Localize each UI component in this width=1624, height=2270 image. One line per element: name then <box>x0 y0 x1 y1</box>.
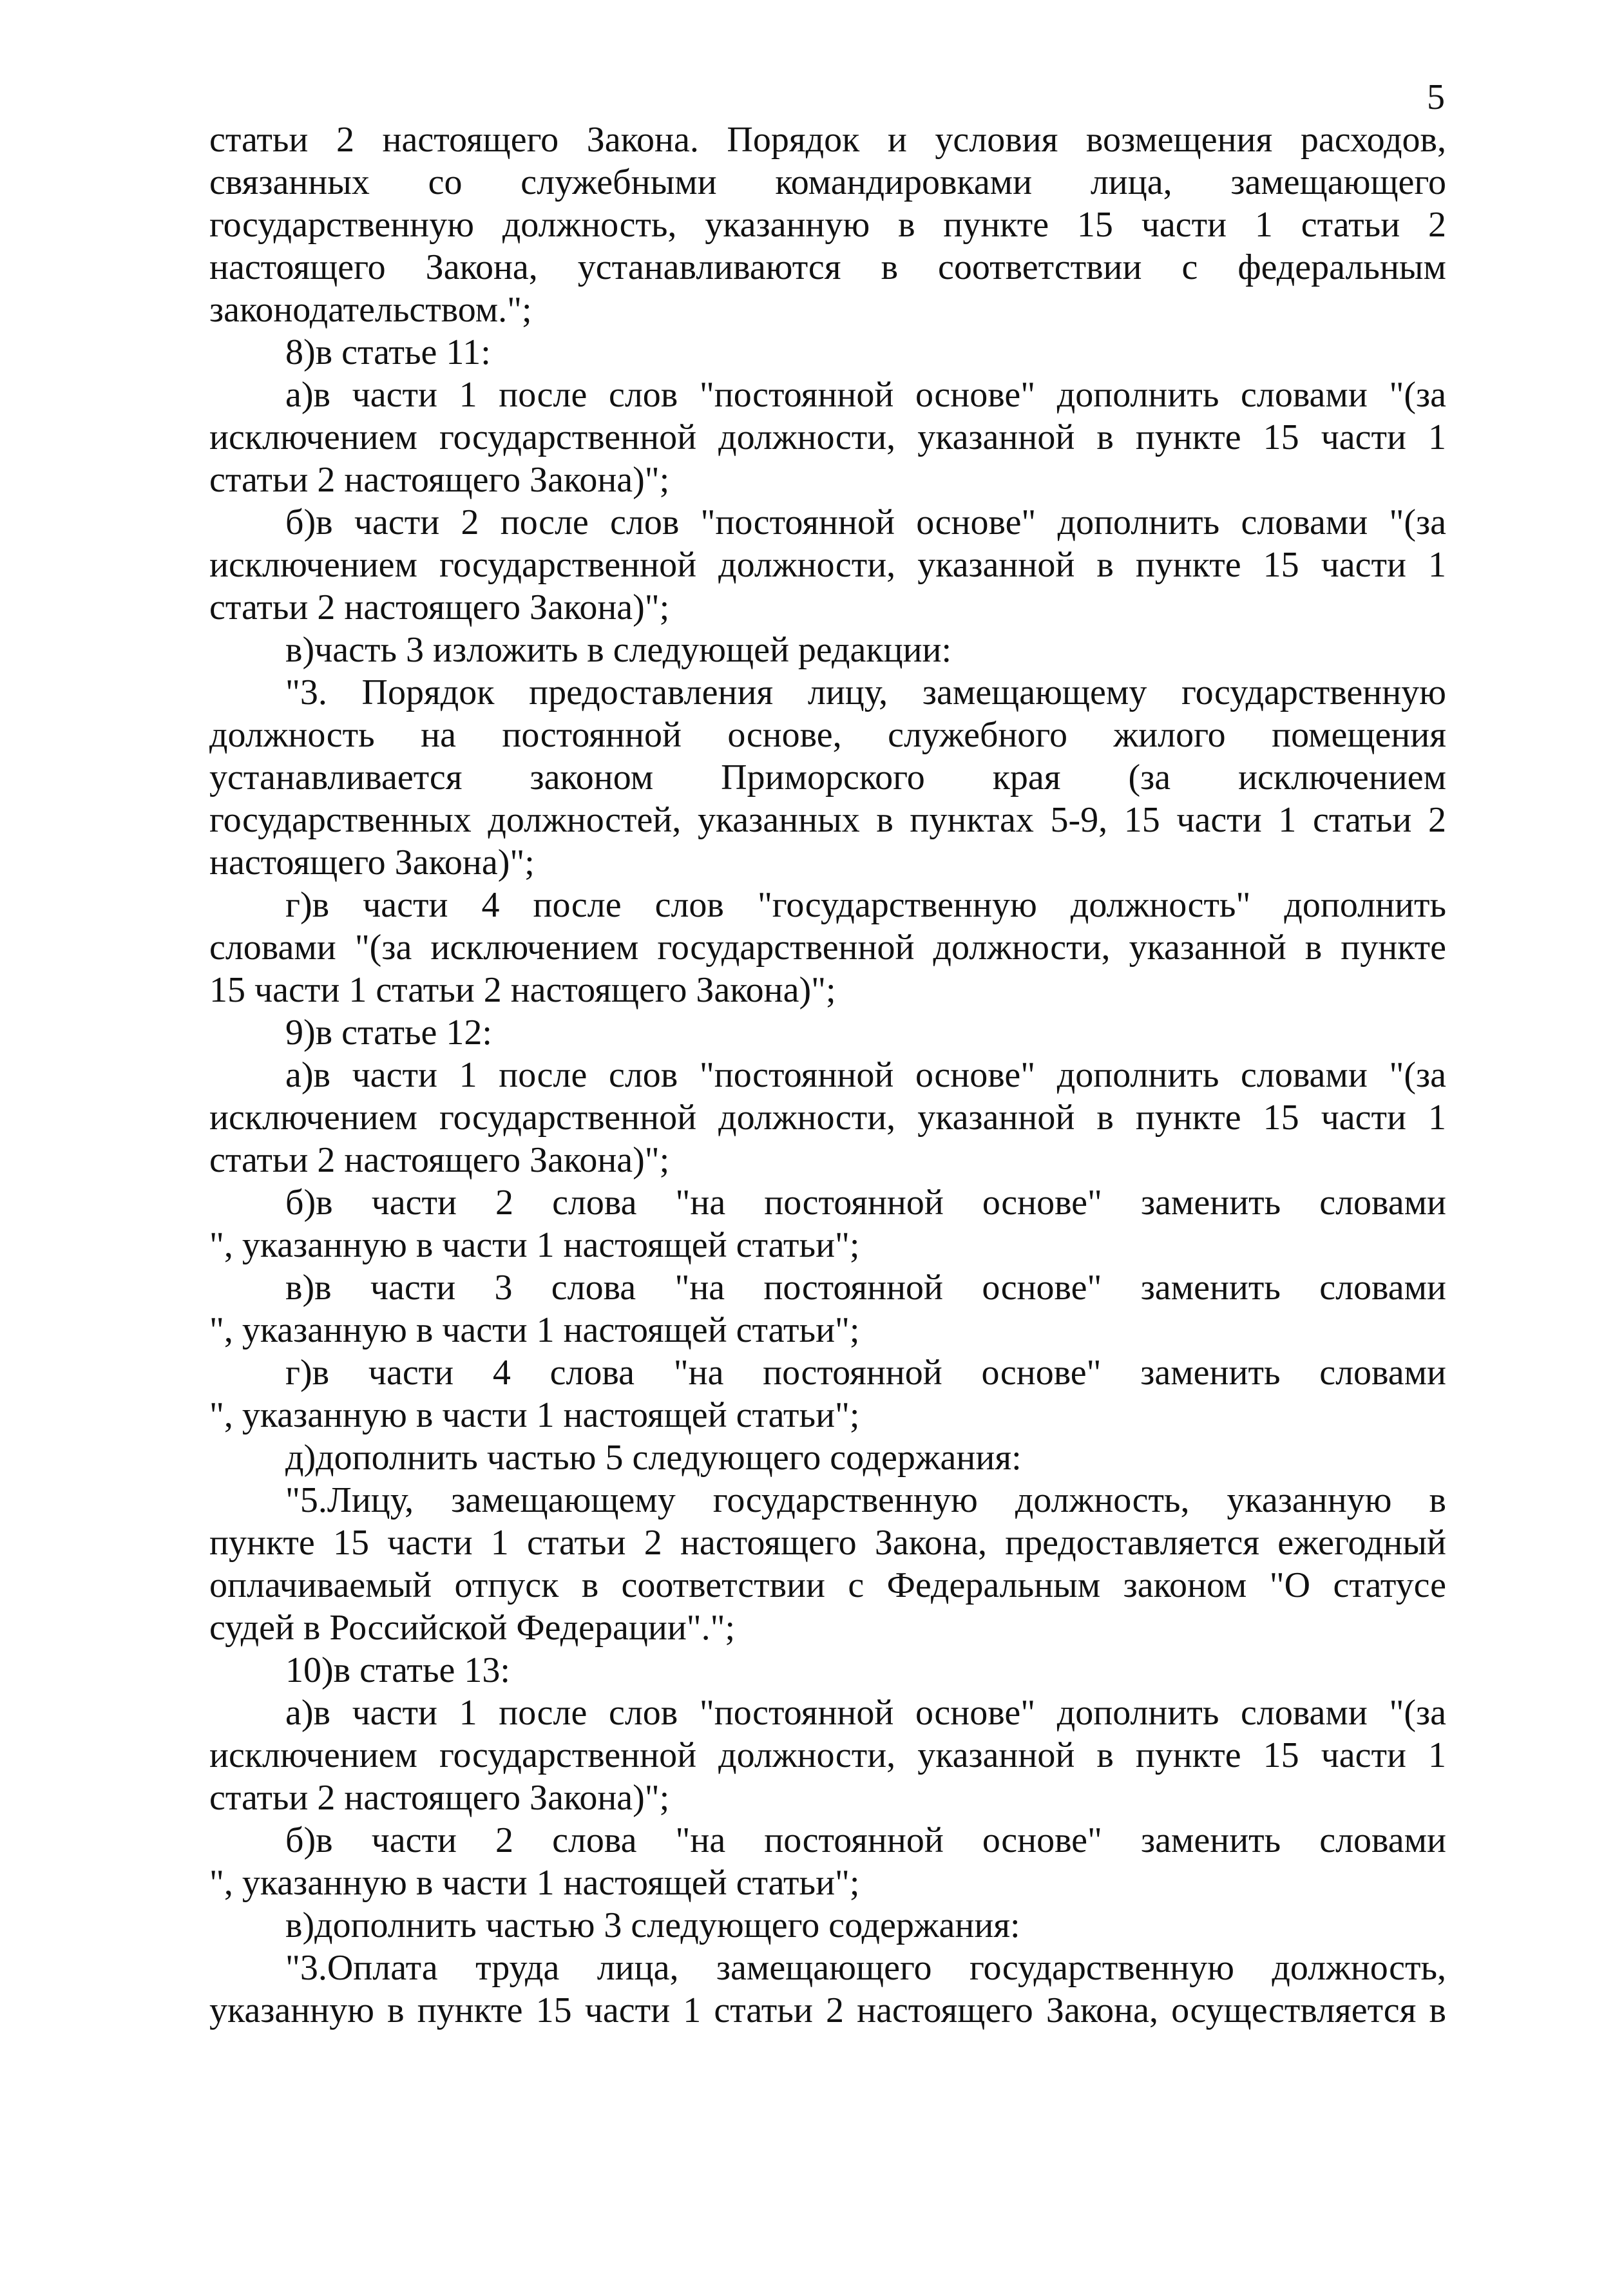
text-line: статьи 2 настоящего Закона)"; <box>209 1140 670 1180</box>
text-line: "5.Лицу, замещающему государственную должность, указанную в <box>285 1480 1446 1520</box>
text-line: ", указанную в части 1 настоящей статьи"; <box>209 1863 860 1903</box>
text-line: статьи 2 настоящего Закона. Порядок и условия возмещения расходов, <box>209 120 1446 160</box>
document-body <box>209 119 1446 2032</box>
text-line: законодательством."; <box>209 290 532 330</box>
paragraph <box>209 1947 1446 2032</box>
paragraph <box>209 331 1446 374</box>
text-line: б)в части 2 слова "на постоянной основе" заменить словами <box>285 1183 1446 1223</box>
text-line: судей в Российской Федерации"."; <box>209 1608 736 1648</box>
paragraph <box>209 501 1446 629</box>
text-line: исключением государственной должности, указанной в пункте 15 части 1 <box>209 1735 1446 1775</box>
text-line: г)в части 4 после слов "государственную должность" дополнить <box>285 885 1446 925</box>
paragraph <box>209 1351 1446 1436</box>
paragraph <box>209 1266 1446 1351</box>
text-line: пункте 15 части 1 статьи 2 настоящего Закона, предоставляется ежегодный <box>209 1523 1446 1563</box>
paragraph <box>209 1181 1446 1266</box>
text-line: устанавливается законом Приморского края (за исключением <box>209 758 1446 797</box>
text-line: ", указанную в части 1 настоящей статьи"; <box>209 1225 860 1265</box>
text-line: 9)в статье 12: <box>285 1013 492 1053</box>
paragraph <box>209 119 1446 331</box>
paragraph <box>209 671 1446 884</box>
text-line: указанную в пункте 15 части 1 статьи 2 настоящего Закона, осуществляется в <box>209 1990 1446 2030</box>
text-line: 15 части 1 статьи 2 настоящего Закона)"; <box>209 970 836 1010</box>
paragraph <box>209 629 1446 671</box>
text-line: исключением государственной должности, указанной в пункте 15 части 1 <box>209 417 1446 457</box>
text-line: настоящего Закона, устанавливаются в соответствии с федеральным <box>209 247 1446 287</box>
text-line: д)дополнить частью 5 следующего содержания: <box>285 1438 1022 1478</box>
paragraph <box>209 1011 1446 1054</box>
text-line: а)в части 1 после слов "постоянной основе" дополнить словами "(за <box>285 375 1446 415</box>
paragraph <box>209 1436 1446 1479</box>
paragraph <box>209 884 1446 1011</box>
paragraph <box>209 1692 1446 1819</box>
text-line: настоящего Закона)"; <box>209 843 535 882</box>
text-line: в)дополнить частью 3 следующего содержания: <box>285 1905 1020 1945</box>
text-line: в)в части 3 слова "на постоянной основе" заменить словами <box>285 1268 1446 1308</box>
paragraph <box>209 374 1446 501</box>
text-line: статьи 2 настоящего Закона)"; <box>209 1778 670 1818</box>
paragraph <box>209 1054 1446 1181</box>
text-line: должность на постоянной основе, служебного жилого помещения <box>209 715 1446 755</box>
text-line: ", указанную в части 1 настоящей статьи"; <box>209 1395 860 1435</box>
text-line: "3.Оплата труда лица, замещающего государственную должность, <box>285 1948 1446 1988</box>
text-line: исключением государственной должности, указанной в пункте 15 части 1 <box>209 1098 1446 1138</box>
text-line: исключением государственной должности, указанной в пункте 15 части 1 <box>209 545 1446 585</box>
text-line: статьи 2 настоящего Закона)"; <box>209 460 670 500</box>
text-line: оплачиваемый отпуск в соответствии с Федеральным законом "О статусе <box>209 1565 1446 1605</box>
text-line: связанных со служебными командировками лица, замещающего <box>209 162 1446 202</box>
paragraph <box>209 1819 1446 1904</box>
paragraph <box>209 1479 1446 1649</box>
text-line: б)в части 2 слова "на постоянной основе" заменить словами <box>285 1820 1446 1860</box>
text-line: статьи 2 настоящего Закона)"; <box>209 587 670 627</box>
paragraph <box>209 1649 1446 1692</box>
text-line: 10)в статье 13: <box>285 1650 510 1690</box>
paragraph <box>209 1904 1446 1947</box>
text-line: а)в части 1 после слов "постоянной основе" дополнить словами "(за <box>285 1693 1446 1733</box>
text-line: государственных должностей, указанных в пунктах 5-9, 15 части 1 статьи 2 <box>209 800 1446 840</box>
text-line: г)в части 4 слова "на постоянной основе" заменить словами <box>285 1353 1446 1393</box>
text-line: государственную должность, указанную в пункте 15 части 1 статьи 2 <box>209 205 1446 245</box>
text-line: ", указанную в части 1 настоящей статьи"; <box>209 1310 860 1350</box>
text-line: "3. Порядок предоставления лицу, замещающему государственную <box>285 672 1446 712</box>
text-line: а)в части 1 после слов "постоянной основе" дополнить словами "(за <box>285 1055 1446 1095</box>
text-line: б)в части 2 после слов "постоянной основе" дополнить словами "(за <box>285 502 1446 542</box>
text-line: 8)в статье 11: <box>285 332 491 372</box>
text-line: в)часть 3 изложить в следующей редакции: <box>285 630 952 670</box>
text-line: словами "(за исключением государственной должности, указанной в пункте <box>209 928 1446 968</box>
page-number: 5 <box>1427 77 1445 117</box>
